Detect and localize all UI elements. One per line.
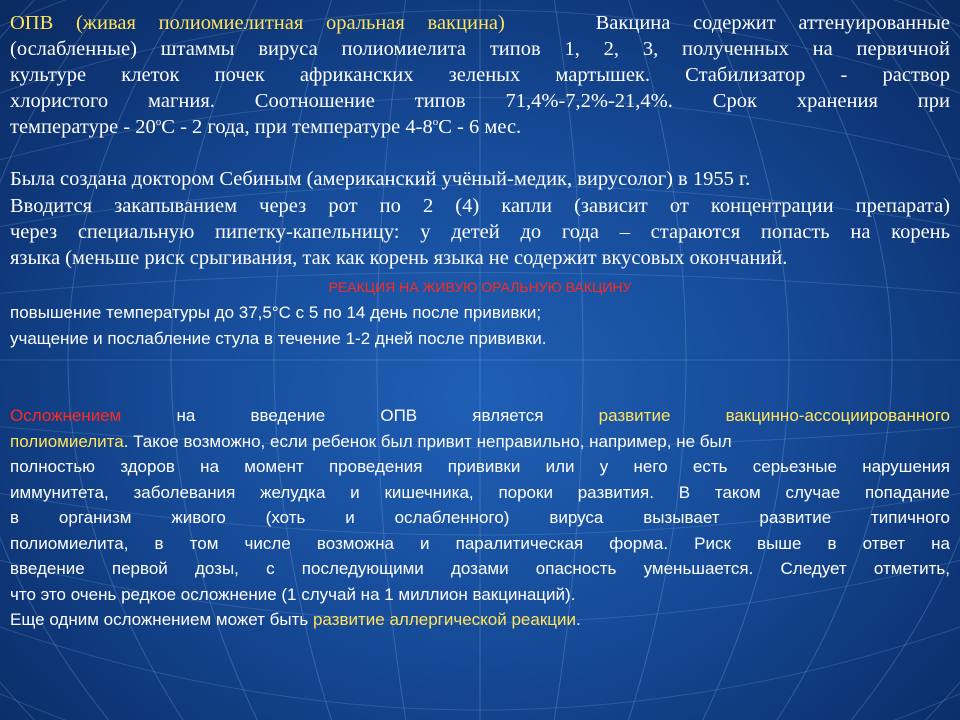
description-line-4: хлористого магния. Соотношение типов 71,4%-7,2%-21,4%. Срок хранения при [10, 90, 950, 112]
complication-line-8: что это очень редкое осложнение (1 случай на 1 миллион вакцинаций). [10, 584, 576, 604]
complication-line-3: полностью здоров на момент проведения прививки или у него есть серьезные нарушения [10, 457, 950, 476]
complication-paragraph [10, 403, 950, 633]
complication-keyword: Осложнением [10, 406, 122, 425]
complication-line-1: Осложнением на введение ОПВ является развитие вакцинно-ассоциированного [10, 406, 950, 425]
complication-line-5: в организм живого (хоть и ослабленного) вируса вызывает развитие типичного [10, 508, 950, 527]
reaction-heading: РЕАКЦИЯ НА ЖИВУЮ ОРАЛЬНУЮ ВАКЦИНУ [328, 279, 632, 295]
administration-paragraph [10, 193, 950, 271]
complication-line-2: полиомиелита. Такое возможно, если ребенок был привит неправильно, например, не был [10, 431, 732, 451]
administration-line-3: языка (меньше риск срыгивания, так как корень языка не содержит вкусовых окончаний. [10, 247, 788, 269]
administration-line-1: Вводится закапыванием через рот по 2 (4) капли (зависит от концентрации препарата) [10, 195, 950, 217]
creator-paragraph [10, 166, 950, 192]
complication-line-4: иммунитета, заболевания желудка и кишечника, пороки развития. В таком случае попадание [10, 482, 950, 502]
allergy-highlight: развитие аллергической реакции [312, 610, 577, 629]
description-line-3: культуре клеток почек африканских зеленых мартышек. Стабилизатор - раствор [10, 64, 950, 86]
vaccine-title: ОПВ (живая полиомиелитная оральная вакцина) [10, 12, 505, 34]
reaction-list [10, 300, 950, 351]
description-line-1: ОПВ (живая полиомиелитная оральная вакцина) Вакцина содержит аттенуированные [10, 12, 950, 34]
reaction-item-2: учащение и послабление стула в течение 1-2 дней после прививки. [10, 328, 547, 348]
administration-line-2: через специальную пипетку-капельницу: у детей до года – стараются попасть на корень [10, 221, 950, 243]
complication-line-9: Еще одним осложнением может быть развитие аллергической реакции. [10, 610, 581, 629]
reaction-item-1: повышение температуры до 37,5°С с 5 по 14 день после прививки; [10, 303, 542, 322]
vaccine-description [10, 10, 950, 140]
creator-line: Была создана доктором Себиным (американский учёный-медик, вирусолог) в 1955 г. [10, 168, 751, 190]
description-line-5: температуре - $20^оС - 2$ года, при температуре $4-8^оС - 6$ мес. [10, 116, 522, 138]
complication-line-7: введение первой дозы, с последующими дозами опасность уменьшается. Следует отметить, [10, 559, 950, 578]
description-line-2: (ослабленные) штаммы вируса полиомиелита типов 1, 2, 3, полученных на первичной [10, 38, 950, 60]
complication-line-6: полиомиелита, в том числе возможна и паралитическая форма. Риск выше в ответ на [10, 533, 950, 553]
